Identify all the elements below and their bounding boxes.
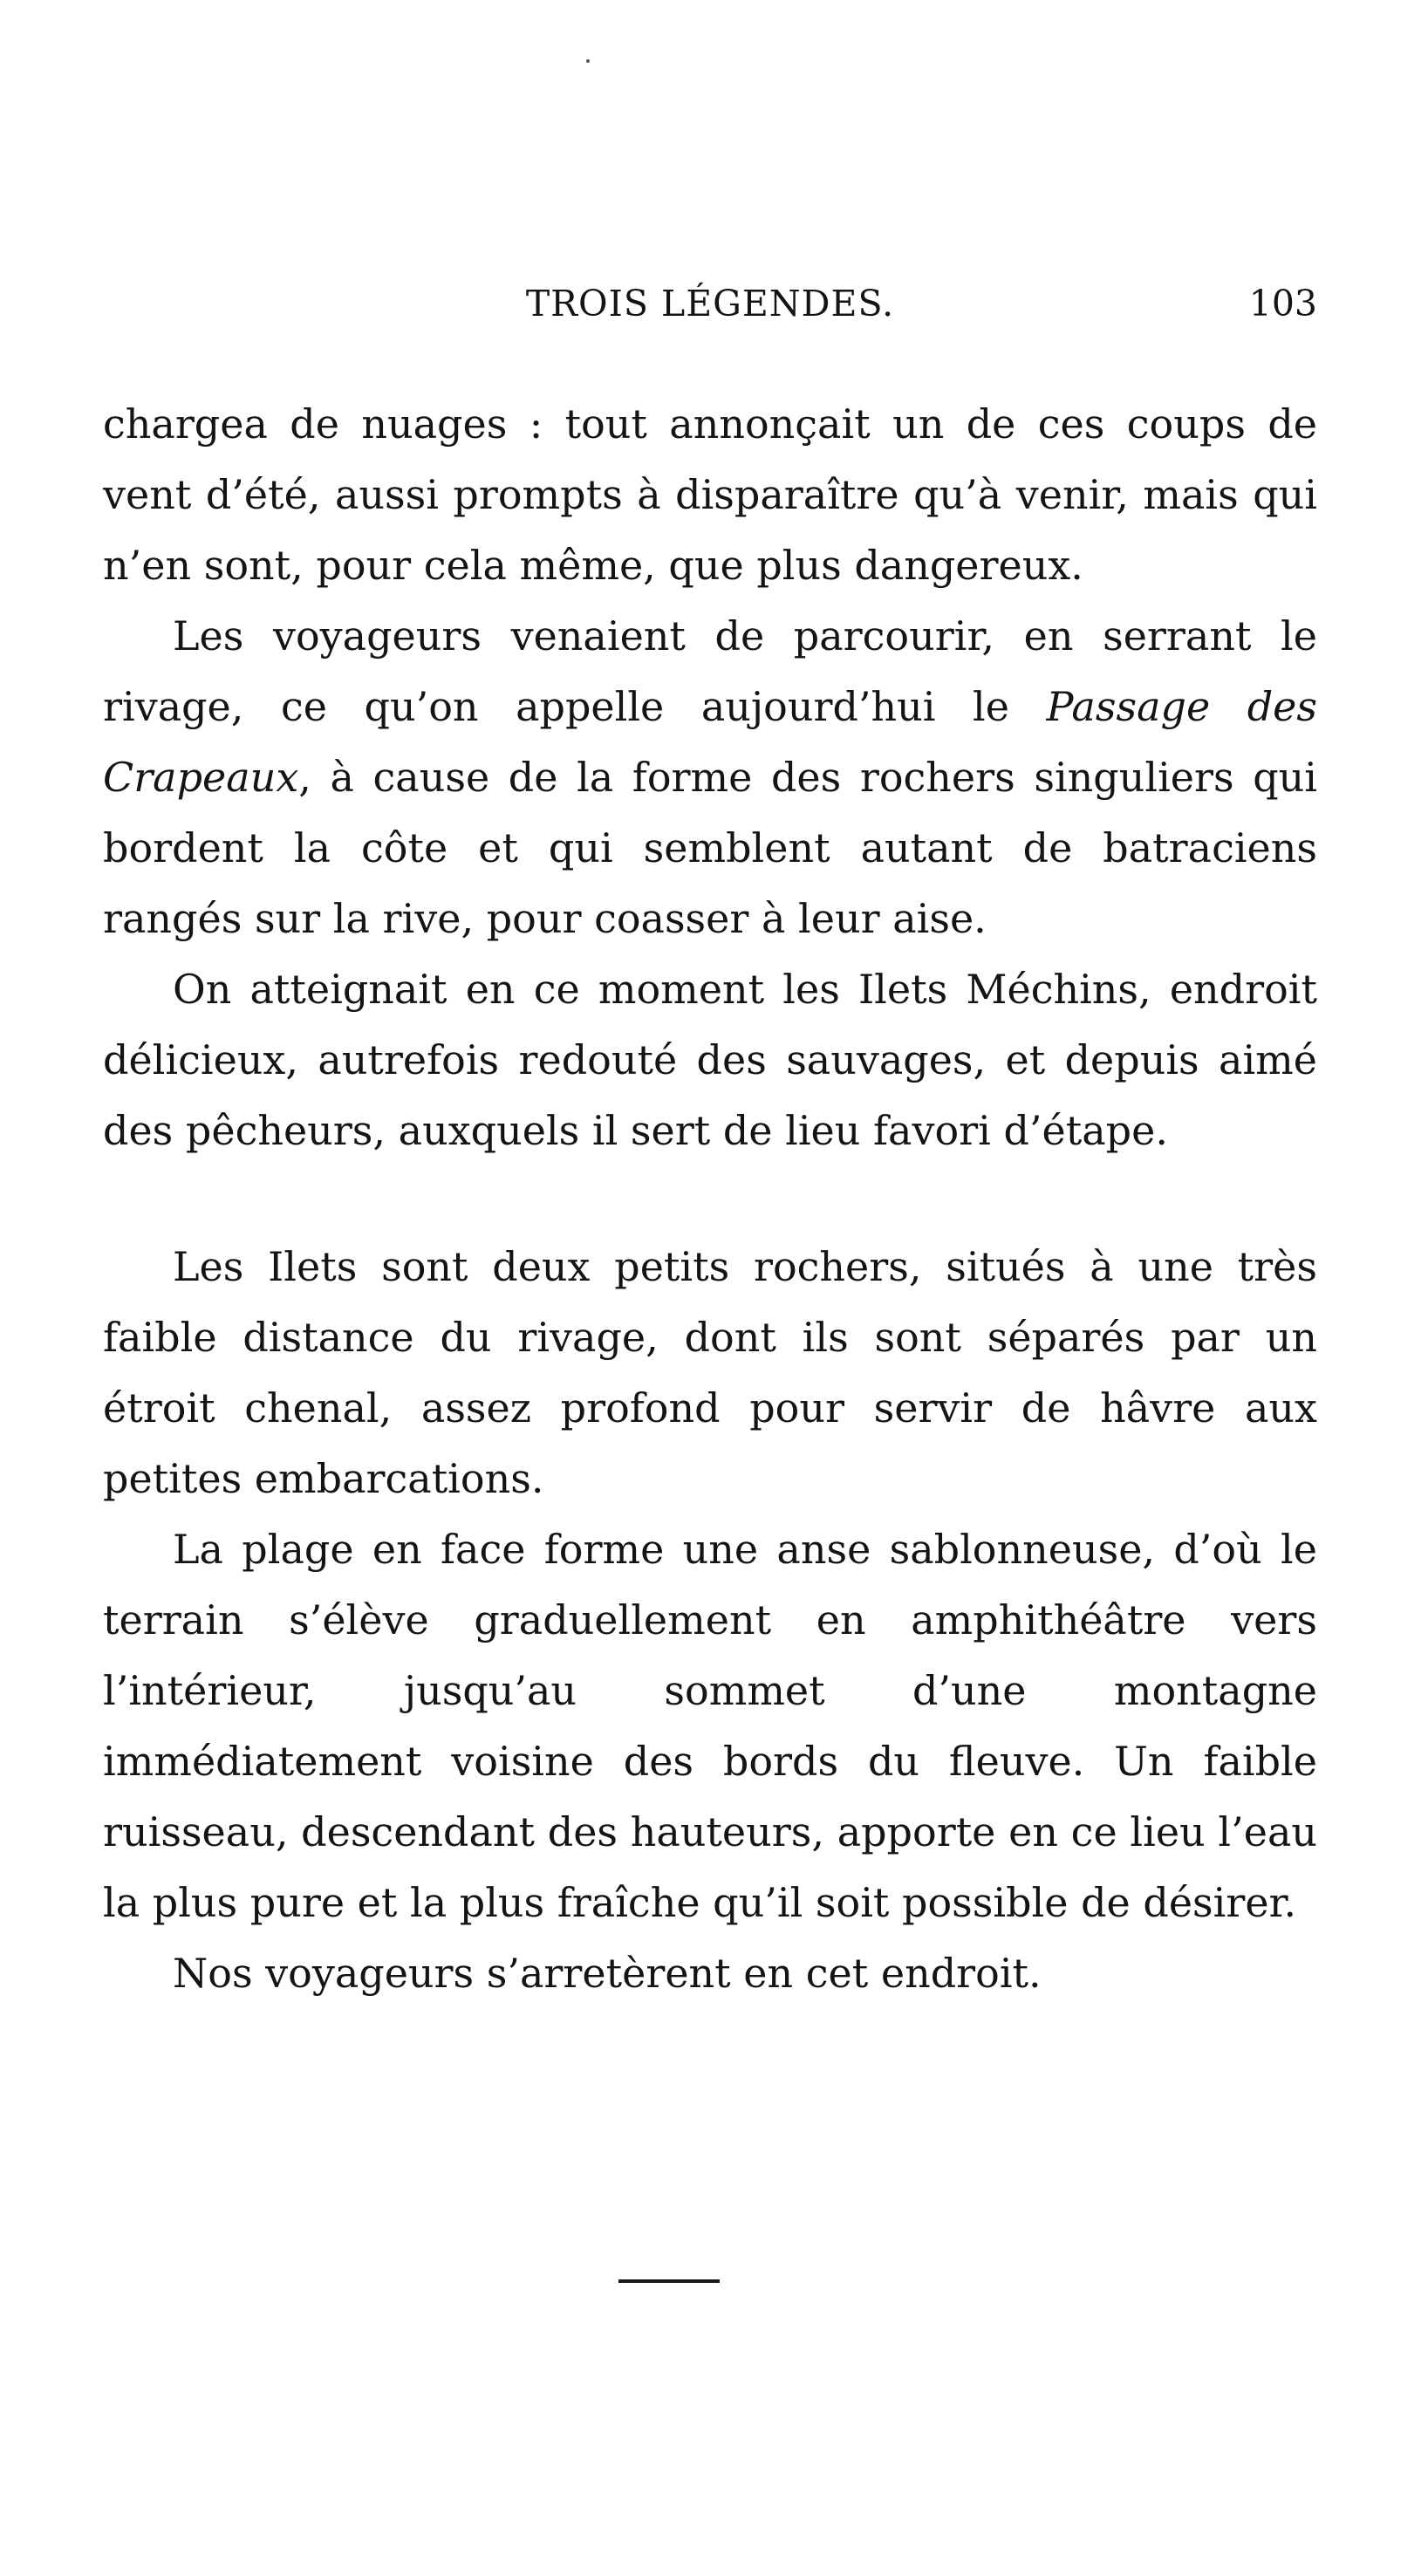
page-number: 103 (1248, 283, 1317, 325)
text-segment: , à cause de la forme des rochers singuliers qui bordent la côte et qui semblent autant de batraciens rangés sur la rive, pour coasser à leur aise. (103, 754, 1317, 942)
paragraph-la-plage (103, 1514, 1317, 1938)
paragraph-nos-voyageurs (103, 1938, 1317, 2009)
text-segment: chargea de nuages : tout annonçait un de ces coups de vent d’été, aussi prompts à disparaître qu’à venir, mais qui n’en sont, pour cela même, que plus dangereux. (103, 400, 1317, 589)
italic-place-name: Passage des Crapeaux (103, 683, 1317, 801)
body-text (103, 389, 1317, 2009)
paragraph-ilets-mechins (103, 954, 1317, 1166)
section-gap (103, 1166, 1317, 1232)
paragraph-continuation (103, 389, 1317, 601)
running-title: TROIS LÉGENDES. (525, 283, 895, 325)
text-segment: Les Ilets sont deux petits rochers, situés à une très faible distance du rivage, dont ils sont séparés par un étroit chenal, assez profond pour servir de hâvre aux petites embarcations. (103, 1243, 1317, 1502)
text-segment: Les voyageurs venaient de parcourir, en serrant le rivage, ce qu’on appelle aujourd’hui le (103, 612, 1317, 730)
paragraph-les-ilets (103, 1232, 1317, 1514)
text-segment: On atteignait en ce moment les Ilets Méchins, endroit délicieux, autrefois redouté des sauvages, et depuis aimé des pêcheurs, auxquels il sert de lieu favori d’étape. (103, 966, 1317, 1154)
ink-speck (586, 59, 590, 63)
running-head (103, 277, 1317, 330)
text-segment: La plage en face forme une anse sablonneuse, d’où le terrain s’élève graduellement en amphithéâtre vers l’intérieur, jusqu’au sommet d’une montagne immédiatement voisine des bords du fleuve. Un faible ruisseau, descendant des hauteurs, apporte en ce lieu l’eau la plus pure et la plus fraîche qu’il soit possible de désirer. (103, 1526, 1317, 1926)
end-rule (618, 2279, 720, 2283)
paragraph-passage-des-crapeaux (103, 601, 1317, 954)
text-segment: Nos voyageurs s’arretèrent en cet endroit. (173, 1950, 1042, 1997)
